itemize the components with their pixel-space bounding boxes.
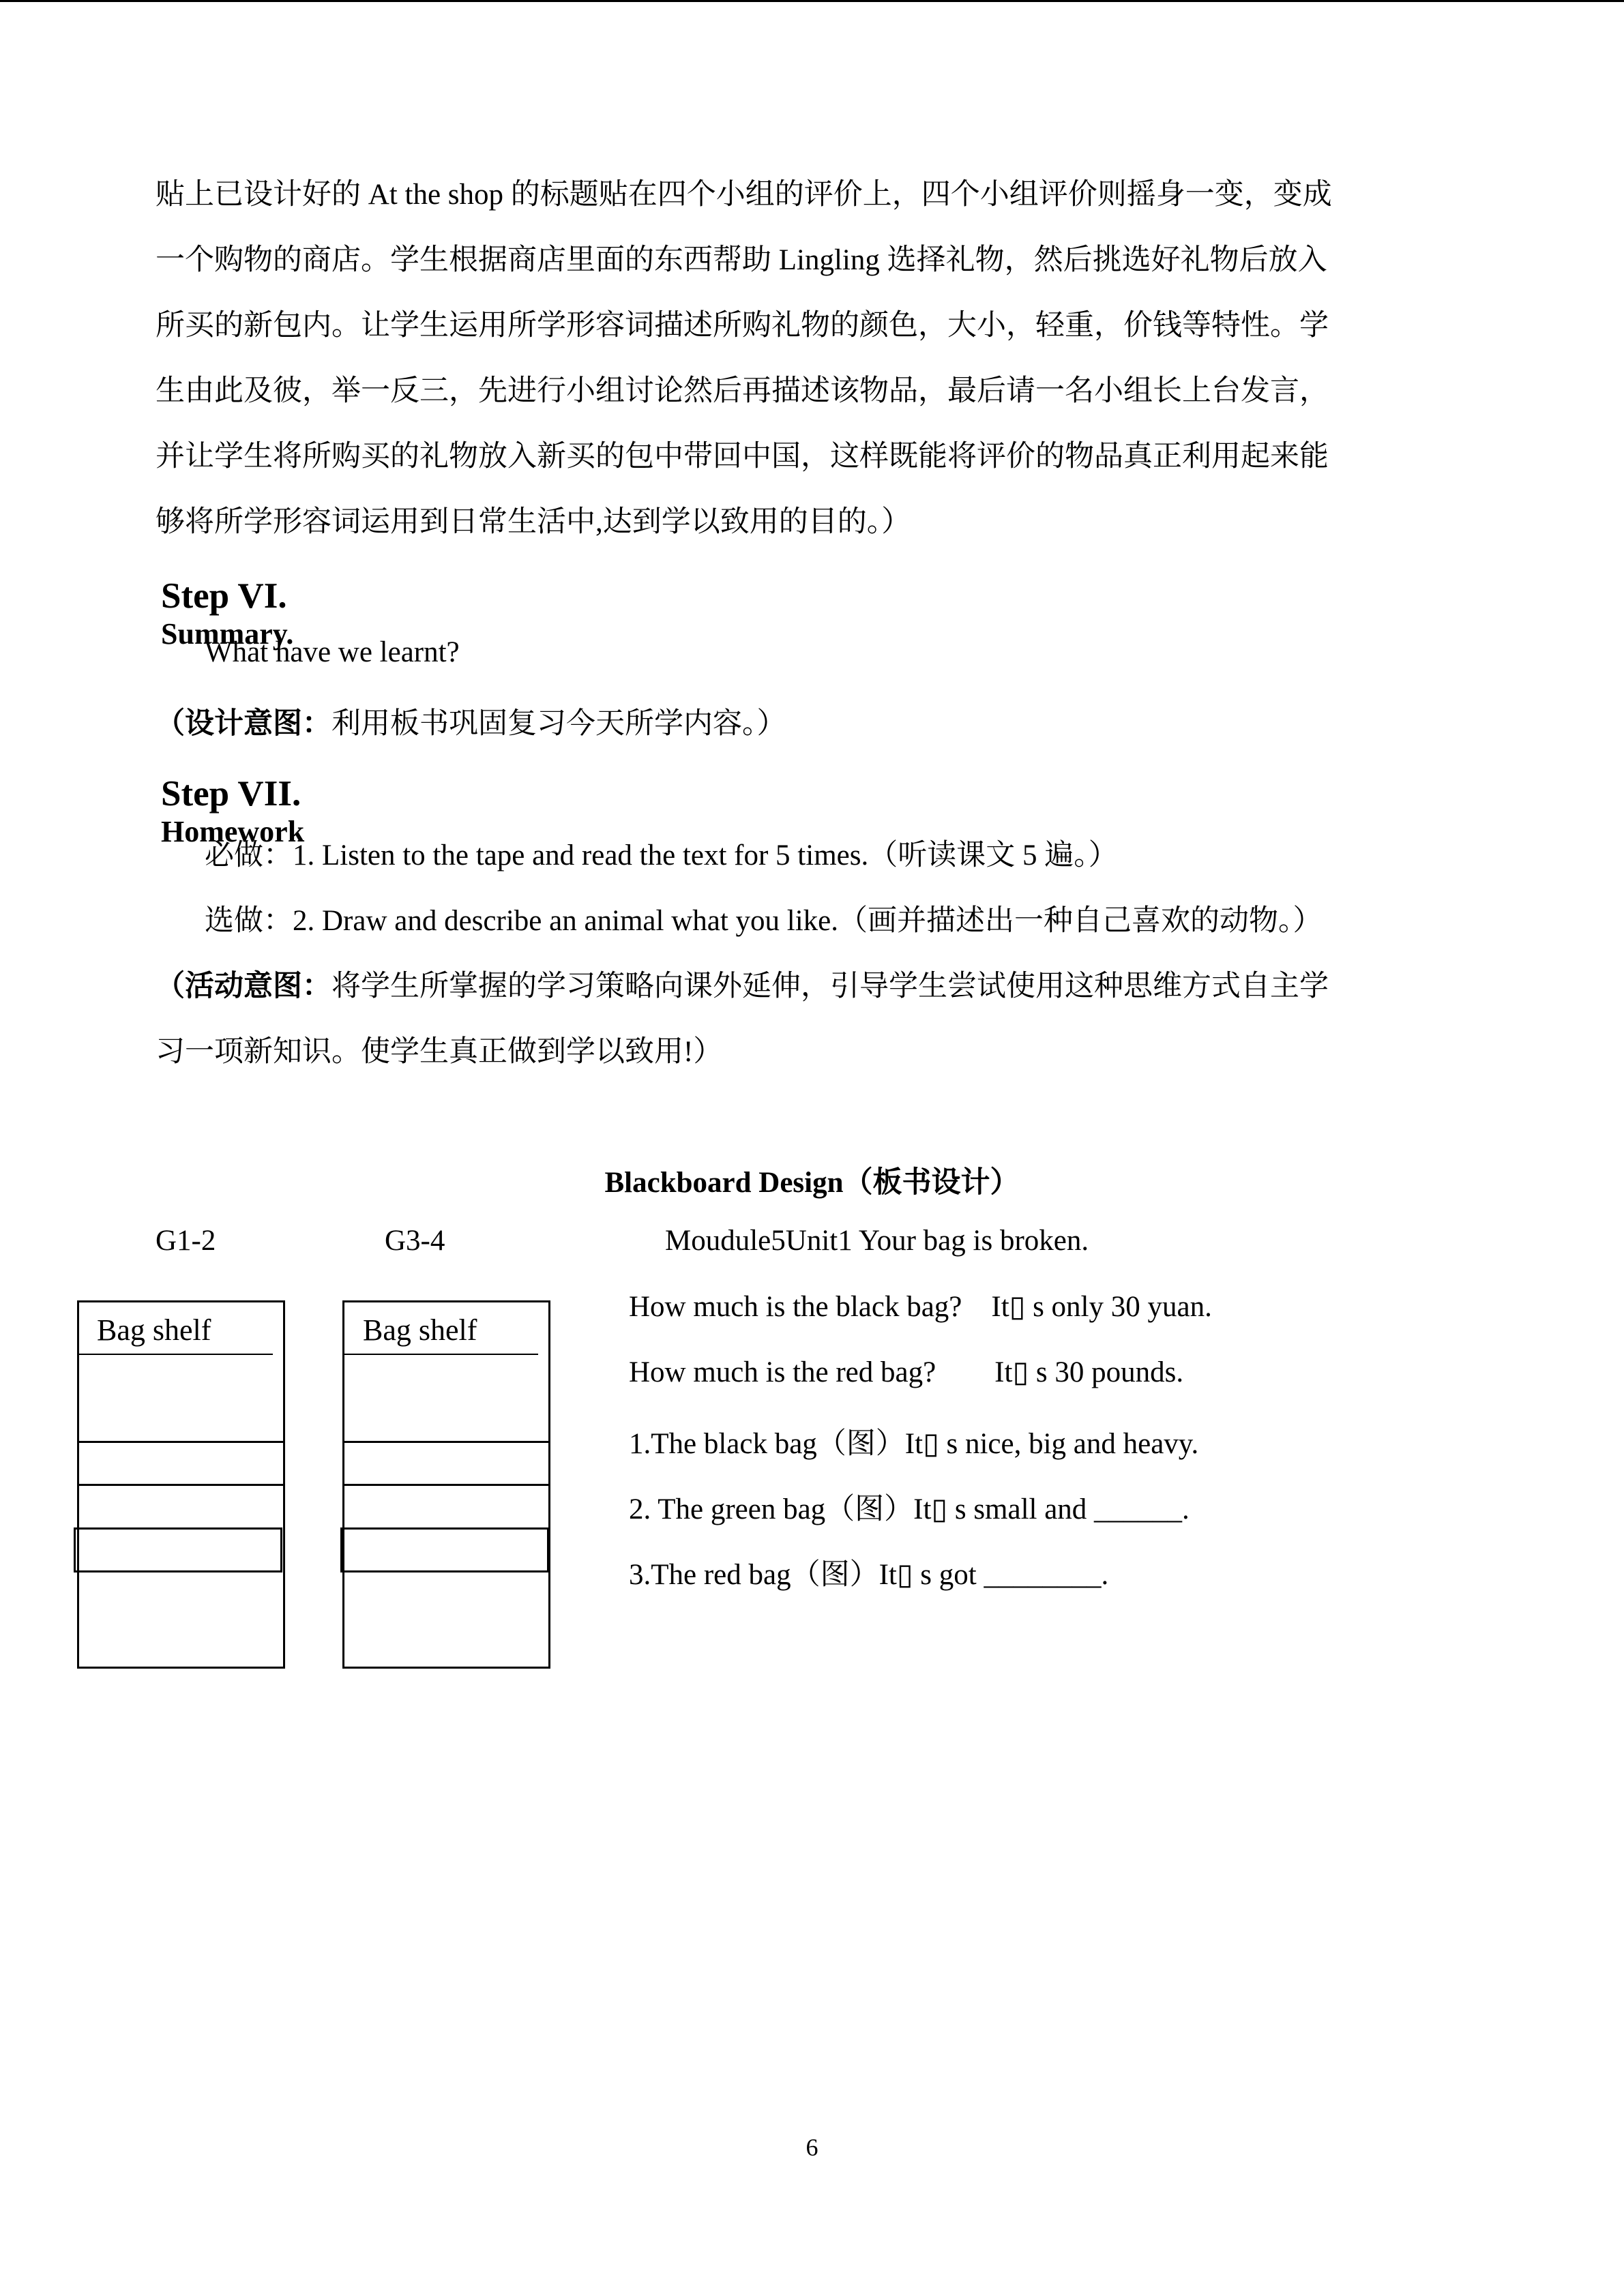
step7-title: Step VII. [161, 774, 301, 814]
blackboard-line: 2. The green bag（图）It▯ s small and ______. [629, 1493, 1190, 1525]
summary-question: What have we learnt? [205, 636, 460, 668]
step6-design-intent [156, 700, 786, 742]
step6-title: Step VI. [161, 576, 287, 616]
shelf-divider-1 [77, 1354, 273, 1355]
activity-intent-line-1 [156, 963, 1329, 1004]
blackboard-line: 3.The red bag（图）It▯ s got ________. [629, 1559, 1109, 1591]
intro-paragraph [156, 162, 1472, 555]
blackboard-line: 1.The black bag（图）It▯ s nice, big and heavy. [629, 1428, 1199, 1460]
shelf-divider-2 [342, 1354, 538, 1355]
paragraph-line: 贴上已设计好的 At the shop 的标题贴在四个小组的评价上，四个小组评价则摇身一变，变成 [156, 179, 1332, 211]
group-label-2: G3-4 [385, 1225, 445, 1257]
shelf-row-box-1b [74, 1527, 282, 1572]
blackboard-line: How much is the black bag? It▯ s only 30 yuan. [629, 1291, 1212, 1323]
bag-shelf-label-2: Bag shelf [363, 1313, 477, 1347]
activity-label: （活动意图： [156, 970, 331, 1002]
paragraph-line: 所买的新包内。让学生运用所学形容词描述所购礼物的颜色，大小，轻重，价钱等特性。学 [156, 310, 1329, 342]
shelf-row-box-2b [340, 1527, 549, 1572]
activity-text: 将学生所掌握的学习策略向课外延伸，引导学生尝试使用这种思维方式自主学 [331, 970, 1329, 1002]
design-label: （设计意图： [156, 708, 331, 740]
homework-item-2: 选做：2. Draw and describe an animal what you like.（画并描述出一种自己喜欢的动物。） [205, 905, 1323, 937]
paragraph-line: 一个购物的商店。学生根据商店里面的东西帮助 Lingling 选择礼物，然后挑选好礼物后放入 [156, 244, 1327, 276]
design-text: 利用板书巩固复习今天所学内容。） [331, 708, 786, 740]
step6-subtitle: Summary. [161, 617, 294, 651]
step7-subtitle: Homework [161, 815, 305, 848]
top-border [0, 0, 1624, 2]
paragraph-line: 并让学生将所购买的礼物放入新买的包中带回中国，这样既能将评价的物品真正利用起来能 [156, 441, 1329, 473]
homework-item-1: 必做：1. Listen to the tape and read the text for 5 times.（听读课文 5 遍。） [205, 839, 1118, 871]
page-number: 6 [806, 2134, 818, 2161]
shelf-row-box-1a [77, 1441, 285, 1486]
blackboard-line: How much is the red bag? It▯ s 30 pounds. [629, 1356, 1184, 1388]
group-label-1: G1-2 [156, 1225, 216, 1257]
blackboard-heading: Moudule5Unit1 Your bag is broken. [665, 1225, 1089, 1257]
paragraph-line: 够将所学形容词运用到日常生活中,达到学以致用的目的。） [156, 506, 911, 538]
blackboard-title: Blackboard Design（板书设计） [604, 1167, 1020, 1199]
activity-intent-line-2: 习一项新知识。使学生真正做到学以致用!） [156, 1036, 723, 1068]
bag-shelf-label-1: Bag shelf [97, 1313, 211, 1347]
paragraph-line: 生由此及彼，举一反三，先进行小组讨论然后再描述该物品，最后请一名小组长上台发言， [156, 375, 1329, 407]
shelf-row-box-2a [342, 1441, 550, 1486]
